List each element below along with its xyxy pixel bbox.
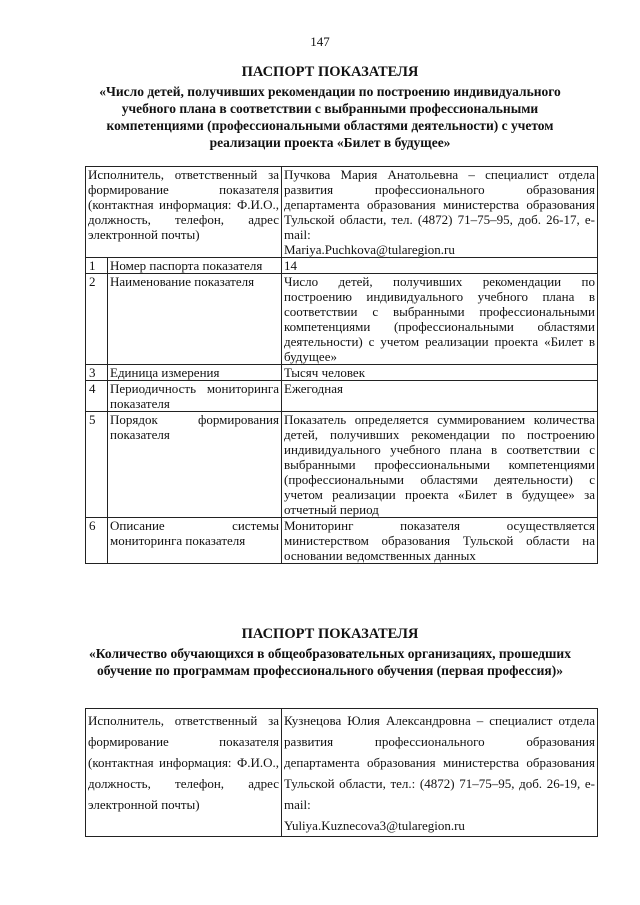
row-label: Наименование показателя [108,274,282,365]
passport-1-table [85,166,598,564]
executor-email: Yuliya.Kuznecova3@tularegion.ru [284,818,465,833]
executor-cell [282,167,598,258]
row-value: Число детей, получивших рекомендации по построению индивидуального учебного плана в соответствии с выбранными профессиональными компетенциями (профессиональными областями деятельности) с учетом реализации проекта «Билет в будущее» [282,274,598,365]
row-number: 2 [86,274,108,365]
row-number: 3 [86,365,108,381]
passport-2-subtitle: «Количество обучающихся в общеобразовательных организациях, прошедших обучение по программам профессионального обучения (первая профессия)» [89,646,571,678]
row-label: Единица измерения [108,365,282,381]
executor-value: Пучкова Мария Анатольевна – специалист отдела развития профессионального образования департамента образования министерства образования Тульской области, тел. (4872) 71–75–95, доб. 26-17, e-mail: [284,167,595,242]
table-row [86,412,598,518]
table-row [86,381,598,412]
page-number: 147 [310,34,330,49]
row-value: Показатель определяется суммированием количества детей, получивших рекомендации по построению индивидуального учебного плана в соответствии с выбранными профессиональными компетенциями (профессиональными областями деятельности) с учетом реализации проекта «Билет в будущее» за отчетный период [282,412,598,518]
row-value: 14 [282,258,598,274]
passport-1-title: ПАСПОРТ ПОКАЗАТЕЛЯ [241,64,419,80]
table-row [86,274,598,365]
executor-label: Исполнитель, ответственный за формирование показателя (контактная информация: Ф.И.О., должность, телефон, адрес электронной почты) [86,709,282,837]
executor-email: Mariya.Puchkova@tularegion.ru [284,242,455,257]
row-label: Порядок формирования показателя [108,412,282,518]
row-number: 4 [86,381,108,412]
passport-2-table [85,708,598,837]
passport-1-heading [80,64,580,151]
table-row [86,167,598,258]
row-number: 6 [86,518,108,564]
row-number: 5 [86,412,108,518]
row-label: Номер паспорта показателя [108,258,282,274]
passport-2-title: ПАСПОРТ ПОКАЗАТЕЛЯ [241,626,419,642]
row-label: Периодичность мониторинга показателя [108,381,282,412]
table-row [86,258,598,274]
executor-cell [282,709,598,837]
row-number: 1 [86,258,108,274]
executor-value: Кузнецова Юлия Александровна – специалист отдела развития профессионального образования департамента образования министерства образования Тульской области, тел.: (4872) 71–75–95, доб. 26-19, e-mail: [284,713,595,812]
row-value: Ежегодная [282,381,598,412]
passport-2-heading [80,626,580,679]
passport-1-subtitle: «Число детей, получивших рекомендации по построению индивидуального учебного плана в соответствии с выбранными профессиональными компетенциями (профессиональными областями деятельности) с учетом реализации проекта «Билет в будущее» [99,84,561,150]
executor-label: Исполнитель, ответственный за формирование показателя (контактная информация: Ф.И.О., должность, телефон, адрес электронной почты) [86,167,282,258]
table-row [86,518,598,564]
row-value: Мониторинг показателя осуществляется министерством образования Тульской области на основании ведомственных данных [282,518,598,564]
table-row [86,709,598,837]
row-value: Тысяч человек [282,365,598,381]
table-row [86,365,598,381]
row-label: Описание системы мониторинга показателя [108,518,282,564]
